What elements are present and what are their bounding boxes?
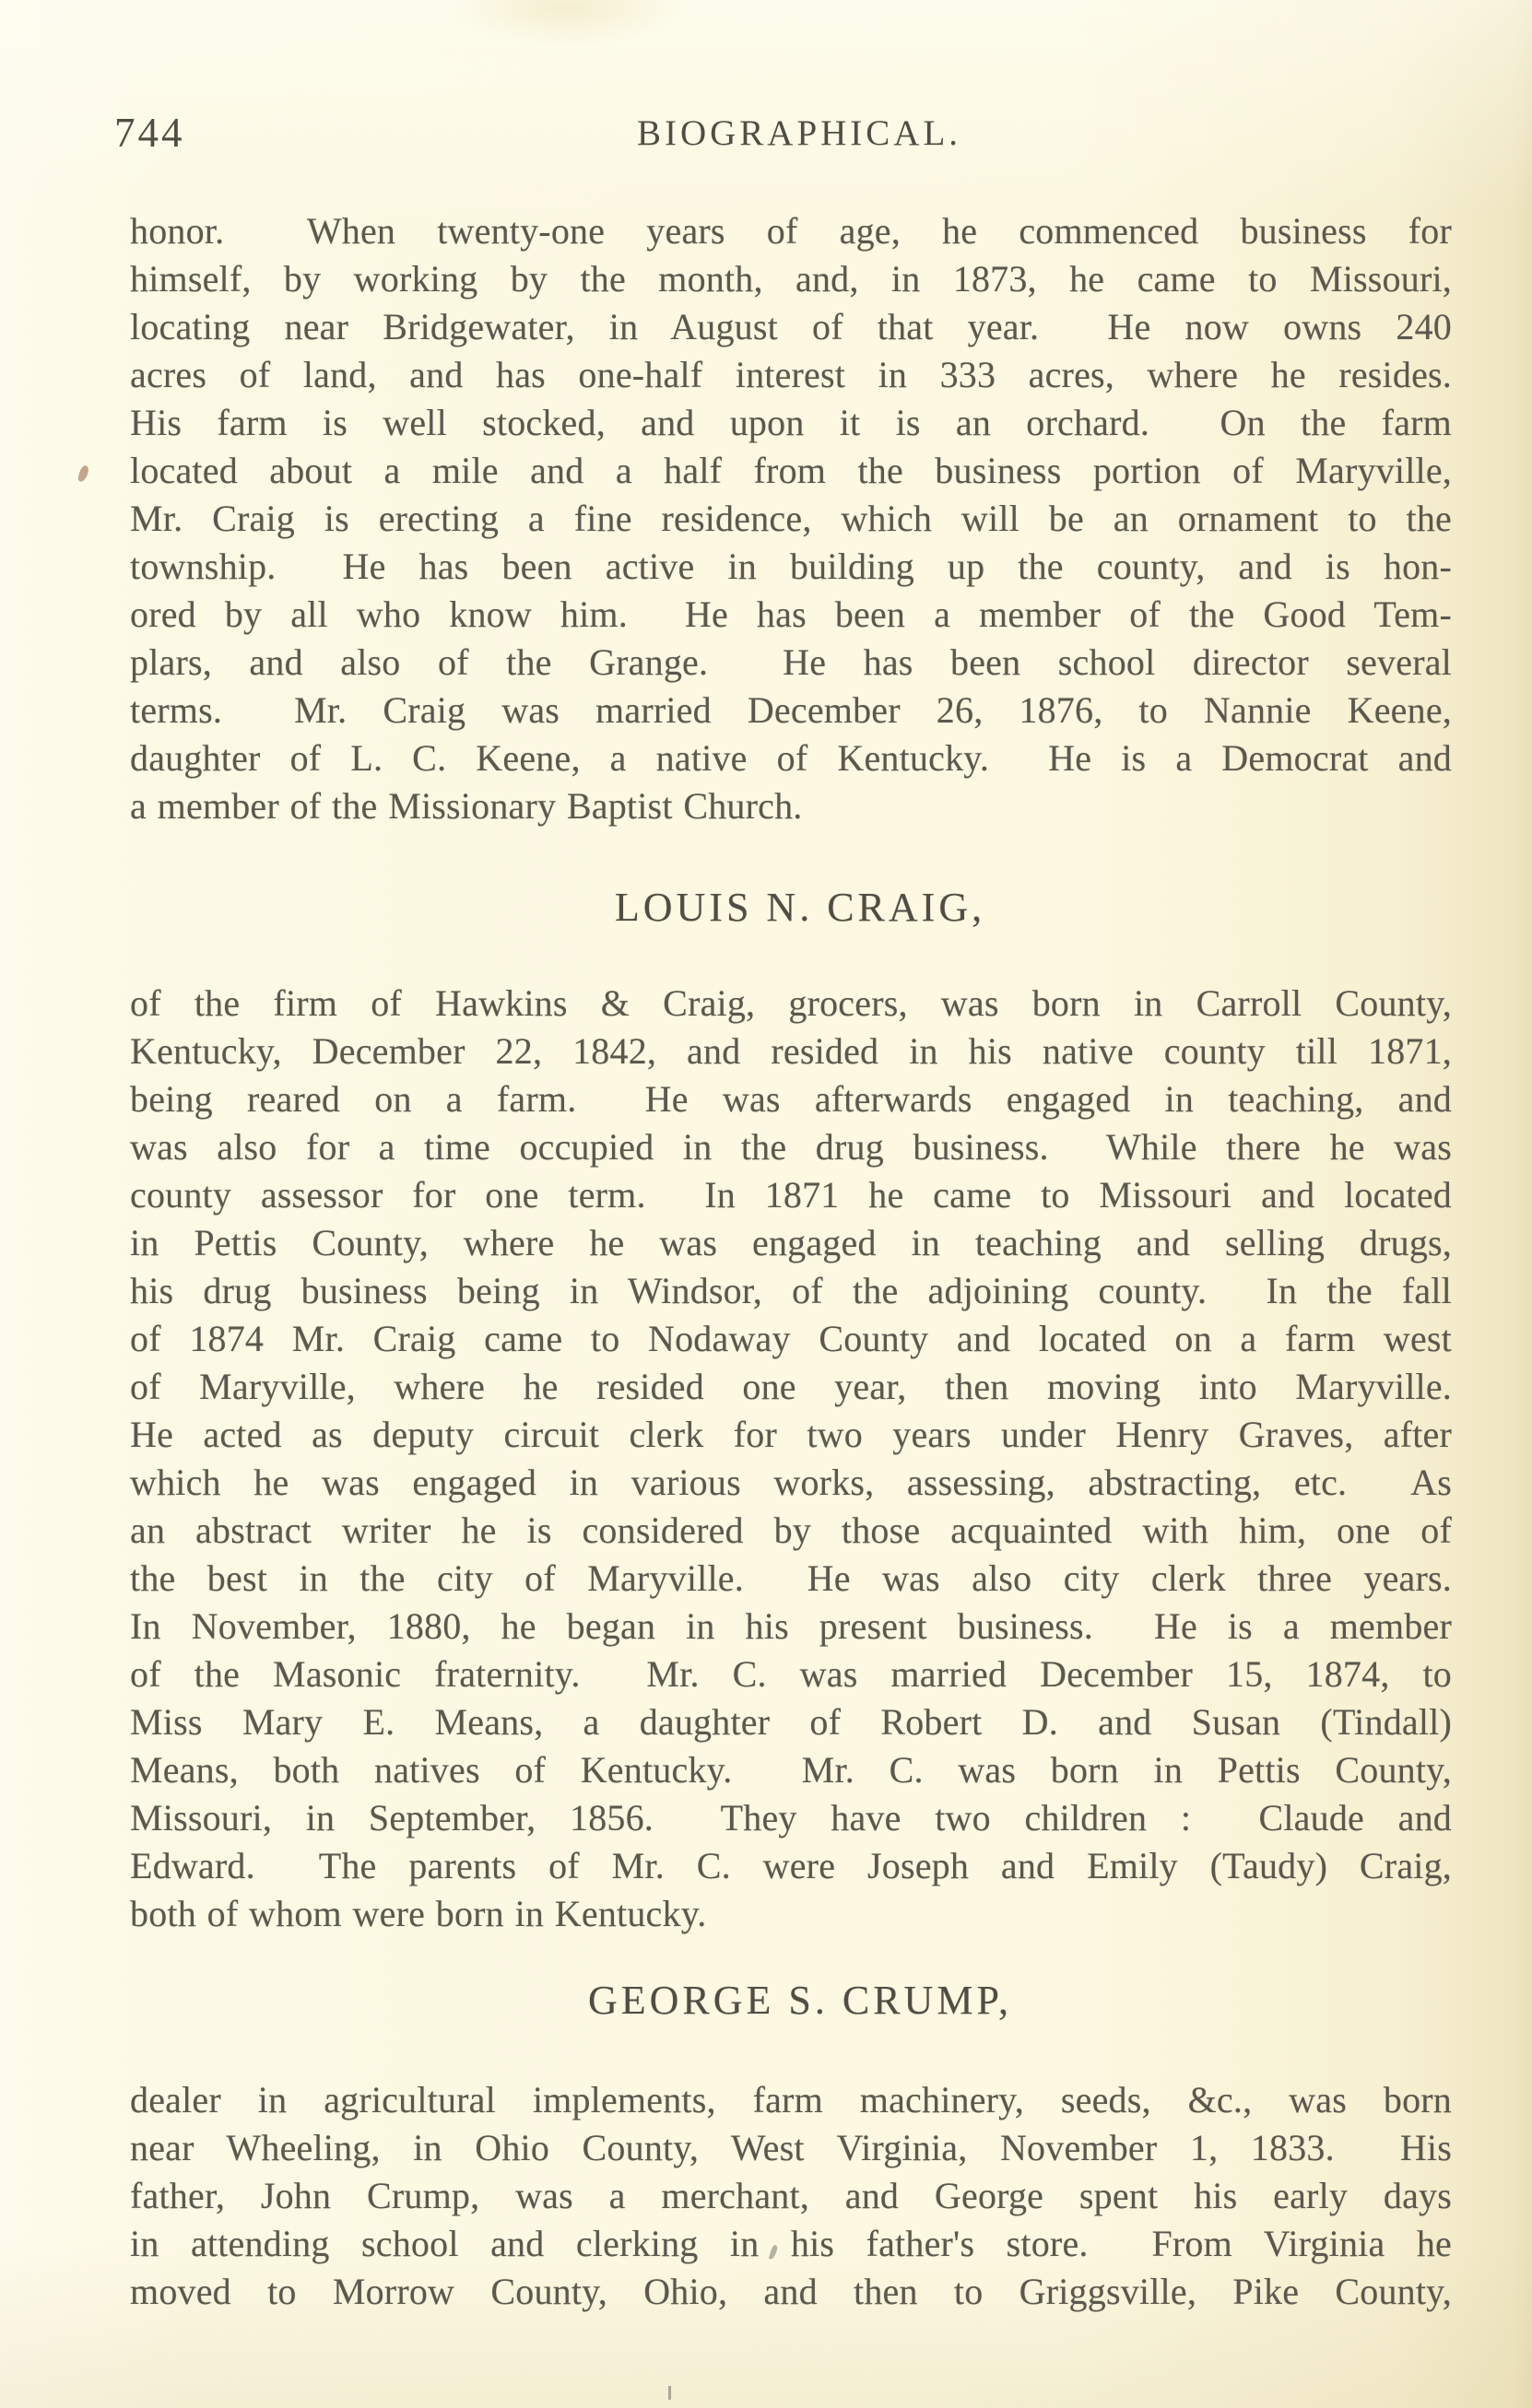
text-line: father, John Crump, was a merchant, and George spent his early days (130, 2175, 1452, 2216)
text-line: Edward. The parents of Mr. C. were Joseph and Emily (Taudy) Craig, (130, 1845, 1452, 1886)
text-line: near Wheeling, in Ohio County, West Virginia, November 1, 1833. His (130, 2127, 1452, 2168)
text-line: which he was engaged in various works, assessing, abstracting, etc. As (130, 1462, 1452, 1503)
text-line: He acted as deputy circuit clerk for two years under Henry Graves, after (130, 1414, 1452, 1455)
text-line: a member of the Missionary Baptist Church. (130, 785, 803, 827)
running-header-title: BIOGRAPHICAL. (636, 113, 962, 153)
text-line: of 1874 Mr. Craig came to Nodaway County and located on a farm west (130, 1318, 1452, 1359)
text-line: in attending school and clerking in his father's store. From Virginia he (130, 2223, 1452, 2264)
text-line: ored by all who know him. He has been a member of the Good Tem- (130, 593, 1452, 635)
text-line: Mr. Craig is erecting a fine residence, which will be an ornament to the (130, 498, 1452, 539)
text-line: locating near Bridgewater, in August of that year. He now owns 240 (130, 306, 1452, 347)
text-line: of Maryville, where he resided one year, then moving into Maryville. (130, 1366, 1452, 1407)
text-line: His farm is well stocked, and upon it is an orchard. On the farm (130, 402, 1452, 443)
paragraph (130, 980, 1452, 1938)
paragraph (130, 2076, 1452, 2316)
text-line: dealer in agricultural implements, farm machinery, seeds, &c., was born (130, 2079, 1452, 2120)
text-line: Means, both natives of Kentucky. Mr. C. was born in Pettis County, (130, 1749, 1452, 1791)
scan-speck (77, 464, 89, 483)
text-line: in Pettis County, where he was engaged in teaching and selling drugs, (130, 1222, 1452, 1263)
text-line: being reared on a farm. He was afterwards engaged in teaching, and (130, 1078, 1452, 1120)
text-line: located about a mile and a half from the business portion of Maryville, (130, 450, 1452, 491)
text-line: acres of land, and has one-half interest in 333 acres, where he resides. (130, 354, 1452, 395)
text-line: himself, by working by the month, and, in 1873, he came to Missouri, (130, 258, 1452, 300)
text-line: terms. Mr. Craig was married December 26, 1876, to Nannie Keene, (130, 689, 1452, 731)
section-heading: LOUIS N. CRAIG, (614, 885, 986, 930)
text-line: Miss Mary E. Means, a daughter of Robert D. and Susan (Tindall) (130, 1701, 1452, 1743)
text-line: the best in the city of Maryville. He was also city clerk three years. (130, 1557, 1452, 1599)
page-number: 744 (114, 110, 185, 156)
text-line: an abstract writer he is considered by those acquainted with him, one of (130, 1509, 1452, 1551)
text-line: of the firm of Hawkins & Craig, grocers, was born in Carroll County, (130, 982, 1452, 1024)
scan-speck (668, 2386, 671, 2400)
running-header (114, 110, 1452, 156)
section-heading: GEORGE S. CRUMP, (587, 1978, 1013, 2023)
text-line: Kentucky, December 22, 1842, and resided in his native county till 1871, (130, 1030, 1452, 1072)
paragraph (130, 207, 1452, 830)
text-line: county assessor for one term. In 1871 he came to Missouri and located (130, 1174, 1452, 1216)
text-line: daughter of L. C. Keene, a native of Kentucky. He is a Democrat and (130, 737, 1452, 779)
page-content (114, 0, 1452, 2316)
text-line: was also for a time occupied in the drug business. While there he was (130, 1126, 1452, 1168)
text-line: both of whom were born in Kentucky. (130, 1893, 707, 1934)
text-line: Missouri, in September, 1856. They have two children : Claude and (130, 1797, 1452, 1838)
sections (130, 207, 1452, 2316)
text-line: his drug business being in Windsor, of the adjoining county. In the fall (130, 1270, 1452, 1311)
text-line: In November, 1880, he began in his present business. He is a member (130, 1605, 1452, 1647)
text-line: of the Masonic fraternity. Mr. C. was married December 15, 1874, to (130, 1653, 1452, 1695)
text-line: moved to Morrow County, Ohio, and then to Griggsville, Pike County, (130, 2271, 1452, 2312)
text-line: honor. When twenty-one years of age, he commenced business for (130, 210, 1452, 252)
text-line: township. He has been active in building up the county, and is hon- (130, 546, 1452, 587)
text-line: plars, and also of the Grange. He has been school director several (130, 641, 1452, 683)
